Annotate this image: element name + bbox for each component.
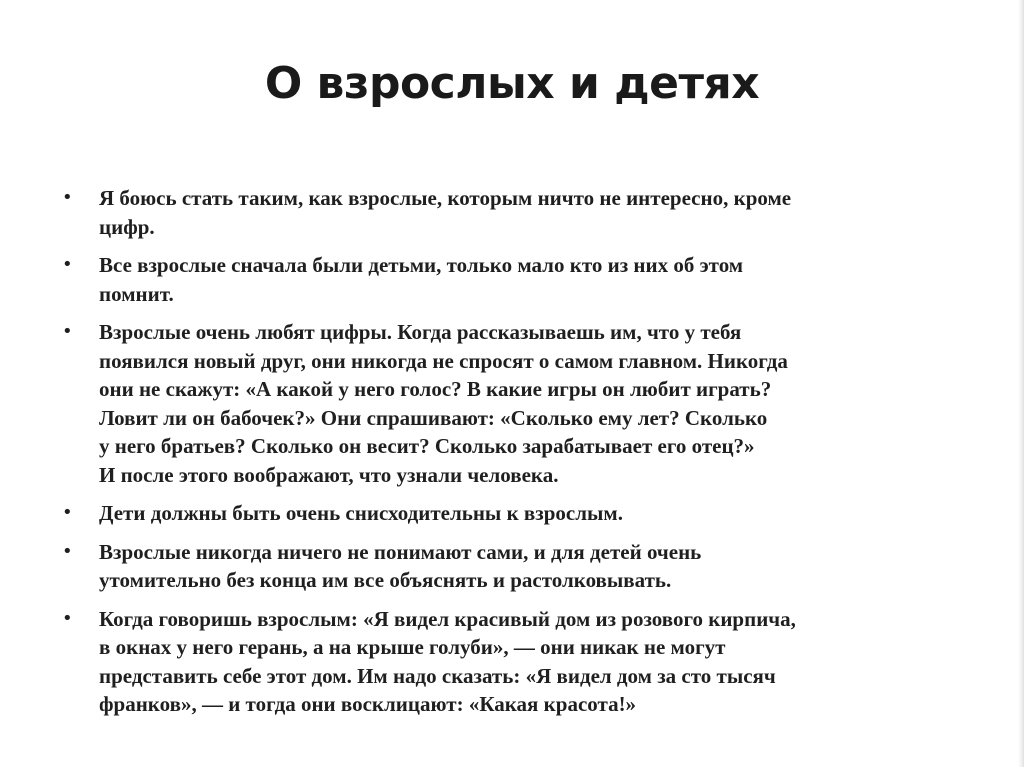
- bullet-text-line: Я боюсь стать таким, как взрослые, которым ничто не интересно, кроме: [99, 186, 792, 210]
- bullet-text-line: Когда говоришь взрослым: «Я видел красивый дом из розового кирпича,: [99, 606, 796, 631]
- bullet-list: [56, 184, 976, 729]
- bullet-text-line: помнит.: [99, 281, 174, 306]
- bullet-item-6: [56, 605, 976, 719]
- bullet-text-line: появился новый друг, они никогда не спросят о самом главном. Никогда: [99, 348, 788, 373]
- bullet-text-line: франков», — и тогда они восклицают: «Какая красота!»: [99, 692, 637, 716]
- bullet-icon: •: [62, 187, 73, 208]
- bullet-icon: •: [62, 540, 73, 562]
- bullet-text-line: Взрослые никогда ничего не понимают сами, и для детей очень: [99, 539, 702, 564]
- bullet-item-2: [56, 251, 976, 308]
- bullet-text-line: Дети должны быть очень снисходительны к взрослым.: [99, 501, 623, 525]
- bullet-text-line: представить себе этот дом. Им надо сказать: «Я видел дом за сто тысяч: [99, 663, 776, 688]
- bullet-item-1: [56, 184, 976, 241]
- slide-edge-shadow: [1018, 0, 1024, 767]
- bullet-icon: •: [62, 502, 73, 523]
- bullet-item-3: [56, 318, 976, 489]
- bullet-item-4: [56, 499, 976, 528]
- bullet-icon: •: [62, 607, 73, 629]
- bullet-text-line: у него братьев? Сколько он весит? Сколько зарабатывает его отец?»: [99, 434, 755, 458]
- bullet-text-line: утомительно без конца им все объяснять и растолковывать.: [99, 568, 672, 592]
- slide-title: О взрослых и детях: [264, 58, 760, 109]
- bullet-text-line: Ловит ли он бабочек?» Они спрашивают: «Сколько ему лет? Сколько: [99, 405, 768, 430]
- bullet-text-line: Взрослые очень любят цифры. Когда рассказываешь им, что у тебя: [99, 320, 742, 344]
- bullet-item-5: [56, 538, 976, 595]
- bullet-text-line: цифр.: [99, 214, 155, 239]
- bullet-text-line: в окнах у него герань, а на крыше голуби», — они никак не могут: [99, 635, 726, 659]
- bullet-icon: •: [62, 321, 73, 342]
- bullet-text-line: Все взрослые сначала были детьми, только мало кто из них об этом: [99, 253, 744, 277]
- bullet-icon: •: [62, 254, 73, 275]
- bullet-text-line: И после этого воображают, что узнали человека.: [99, 462, 559, 487]
- bullet-text-line: они не скажут: «А какой у него голос? В какие игры он любит играть?: [99, 377, 772, 401]
